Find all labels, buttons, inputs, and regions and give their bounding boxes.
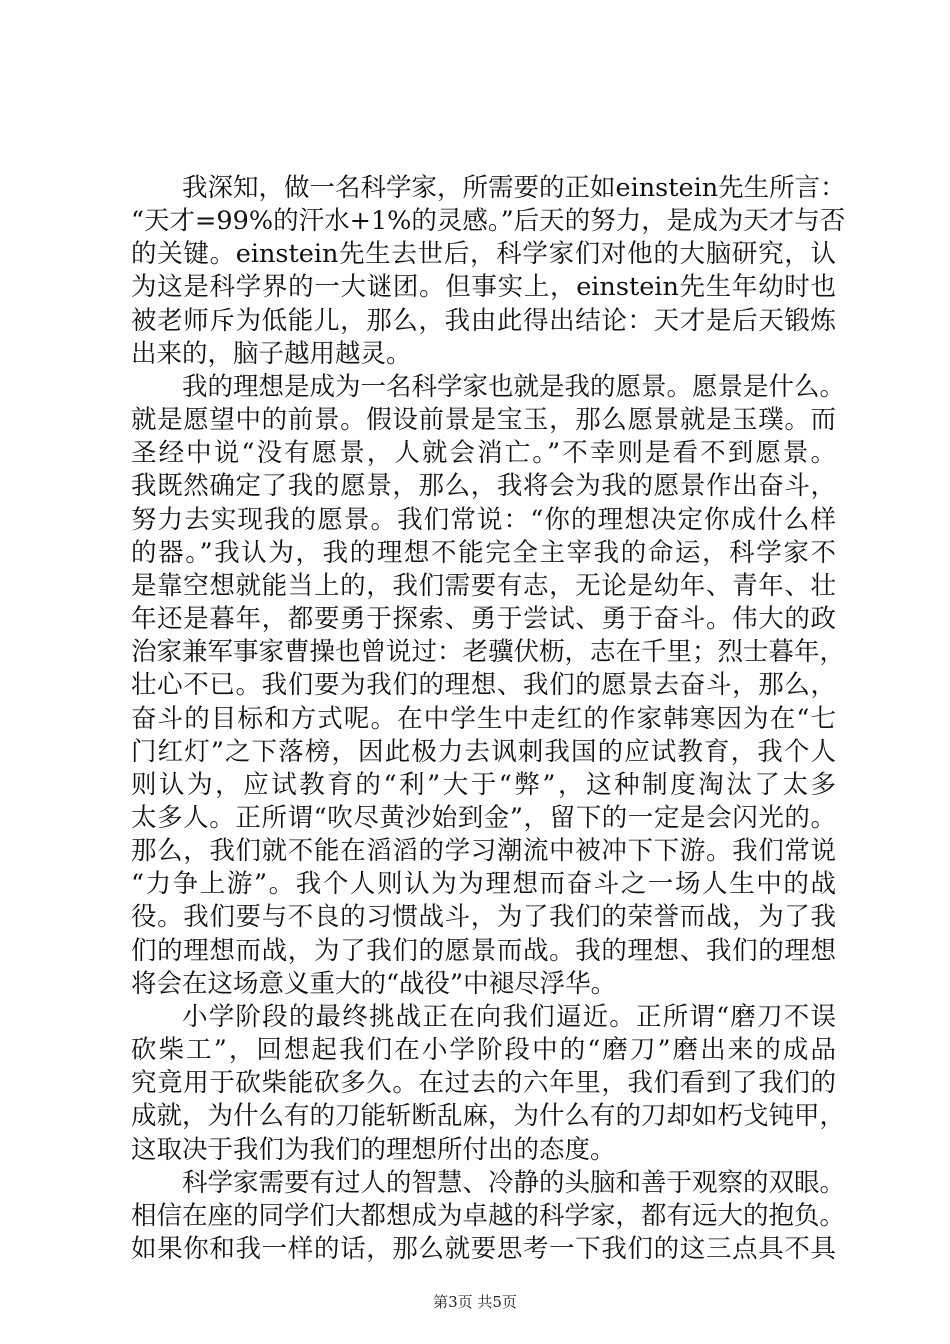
text-line: 役。我们要与不良的习惯战斗，为了我们的荣誉而战，为了我 (131, 902, 836, 933)
text-line: 门红灯”之下落榜，因此极力去讽刺我国的应试教育，我个人 (131, 736, 836, 767)
text-line: 被老师斥为低能儿，那么，我由此得出结论：天才是后天锻炼 (131, 305, 836, 336)
text-line: 我既然确定了我的愿景，那么，我将会为我的愿景作出奋斗， (131, 471, 836, 502)
text-line: 们的理想而战，为了我们的愿景而战。我的理想、我们的理想 (131, 935, 836, 966)
text-line: 究竟用于砍柴能砍多久。在过去的六年里，我们看到了我们的 (131, 1068, 836, 1099)
text-line: 为这是科学界的一大谜团。但事实上，einstein先生年幼时也 (131, 272, 836, 303)
text-line: 我深知，做一名科学家，所需要的正如einstein先生所言： (182, 173, 846, 203)
text-line: 如果你和我一样的话，那么就要思考一下我们的这三点具不具 (131, 1234, 836, 1264)
text-line: 治家兼军事家曹操也曾说过：老骥伏枥，志在千里；烈士暮年， (131, 637, 846, 668)
text-line: 砍柴工”，回想起我们在小学阶段中的“磨刀”磨出来的成品 (131, 1035, 836, 1066)
text-line: 的器。”我认为，我的理想不能完全主宰我的命运，科学家不 (131, 537, 836, 568)
text-line: 成就，为什么有的刀能斩断乱麻，为什么有的刀却如朽戈钝甲， (131, 1101, 846, 1132)
text-line: “力争上游”。我个人则认为为理想而奋斗之一场人生中的战 (131, 869, 836, 900)
text-line: 这取决于我们为我们的理想所付出的态度。 (131, 1134, 616, 1165)
text-line: 将会在这场意义重大的“战役”中褪尽浮华。 (131, 968, 617, 999)
text-line: “天才=99%的汗水+1%的灵感。”后天的努力，是成为天才与否 (131, 206, 846, 237)
page-footer: 第3页 共5页 (433, 1293, 517, 1311)
text-line: 出来的，脑子越用越灵。 (131, 338, 412, 369)
text-line: 就是愿望中的前景。假设前景是宝玉，那么愿景就是玉璞。而 (131, 405, 836, 436)
paragraph-3 (131, 1001, 846, 1167)
text-line: 那么，我们就不能在滔滔的学习潮流中被冲下下游。我们常说 (131, 836, 836, 867)
text-line: 努力去实现我的愿景。我们常说：“你的理想决定你成什么样 (131, 504, 836, 535)
text-line: 太多人。正所谓“吹尽黄沙始到金”，留下的一定是会闪光的。 (131, 802, 836, 833)
text-line: 科学家需要有过人的智慧、冷静的头脑和善于观察的双眼。 (182, 1167, 846, 1198)
text-line: 则认为，应试教育的“利”大于“弊”，这种制度淘汰了太多 (131, 769, 836, 800)
paragraph-1 (131, 172, 846, 371)
text-line: 相信在座的同学们大都想成为卓越的科学家，都有远大的抱负。 (131, 1200, 846, 1231)
paragraph-2 (131, 371, 846, 1001)
text-line: 年还是暮年，都要勇于探索、勇于尝试、勇于奋斗。伟大的政 (131, 604, 836, 635)
text-line: 我的理想是成为一名科学家也就是我的愿景。愿景是什么。 (182, 371, 846, 402)
text-line: 壮心不已。我们要为我们的理想、我们的愿景去奋斗，那么， (131, 670, 836, 701)
text-line: 奋斗的目标和方式呢。在中学生中走红的作家韩寒因为在“七 (131, 703, 836, 734)
text-line: 的关键。einstein先生去世后，科学家们对他的大脑研究，认 (131, 239, 836, 270)
text-line: 圣经中说“没有愿景，人就会消亡。”不幸则是看不到愿景。 (131, 438, 836, 469)
body-text (131, 172, 846, 1266)
paragraph-4 (131, 1167, 846, 1266)
text-line: 是靠空想就能当上的，我们需要有志，无论是幼年、青年、壮 (131, 570, 836, 601)
text-line: 小学阶段的最终挑战正在向我们逼近。正所谓“磨刀不误 (182, 1001, 836, 1032)
